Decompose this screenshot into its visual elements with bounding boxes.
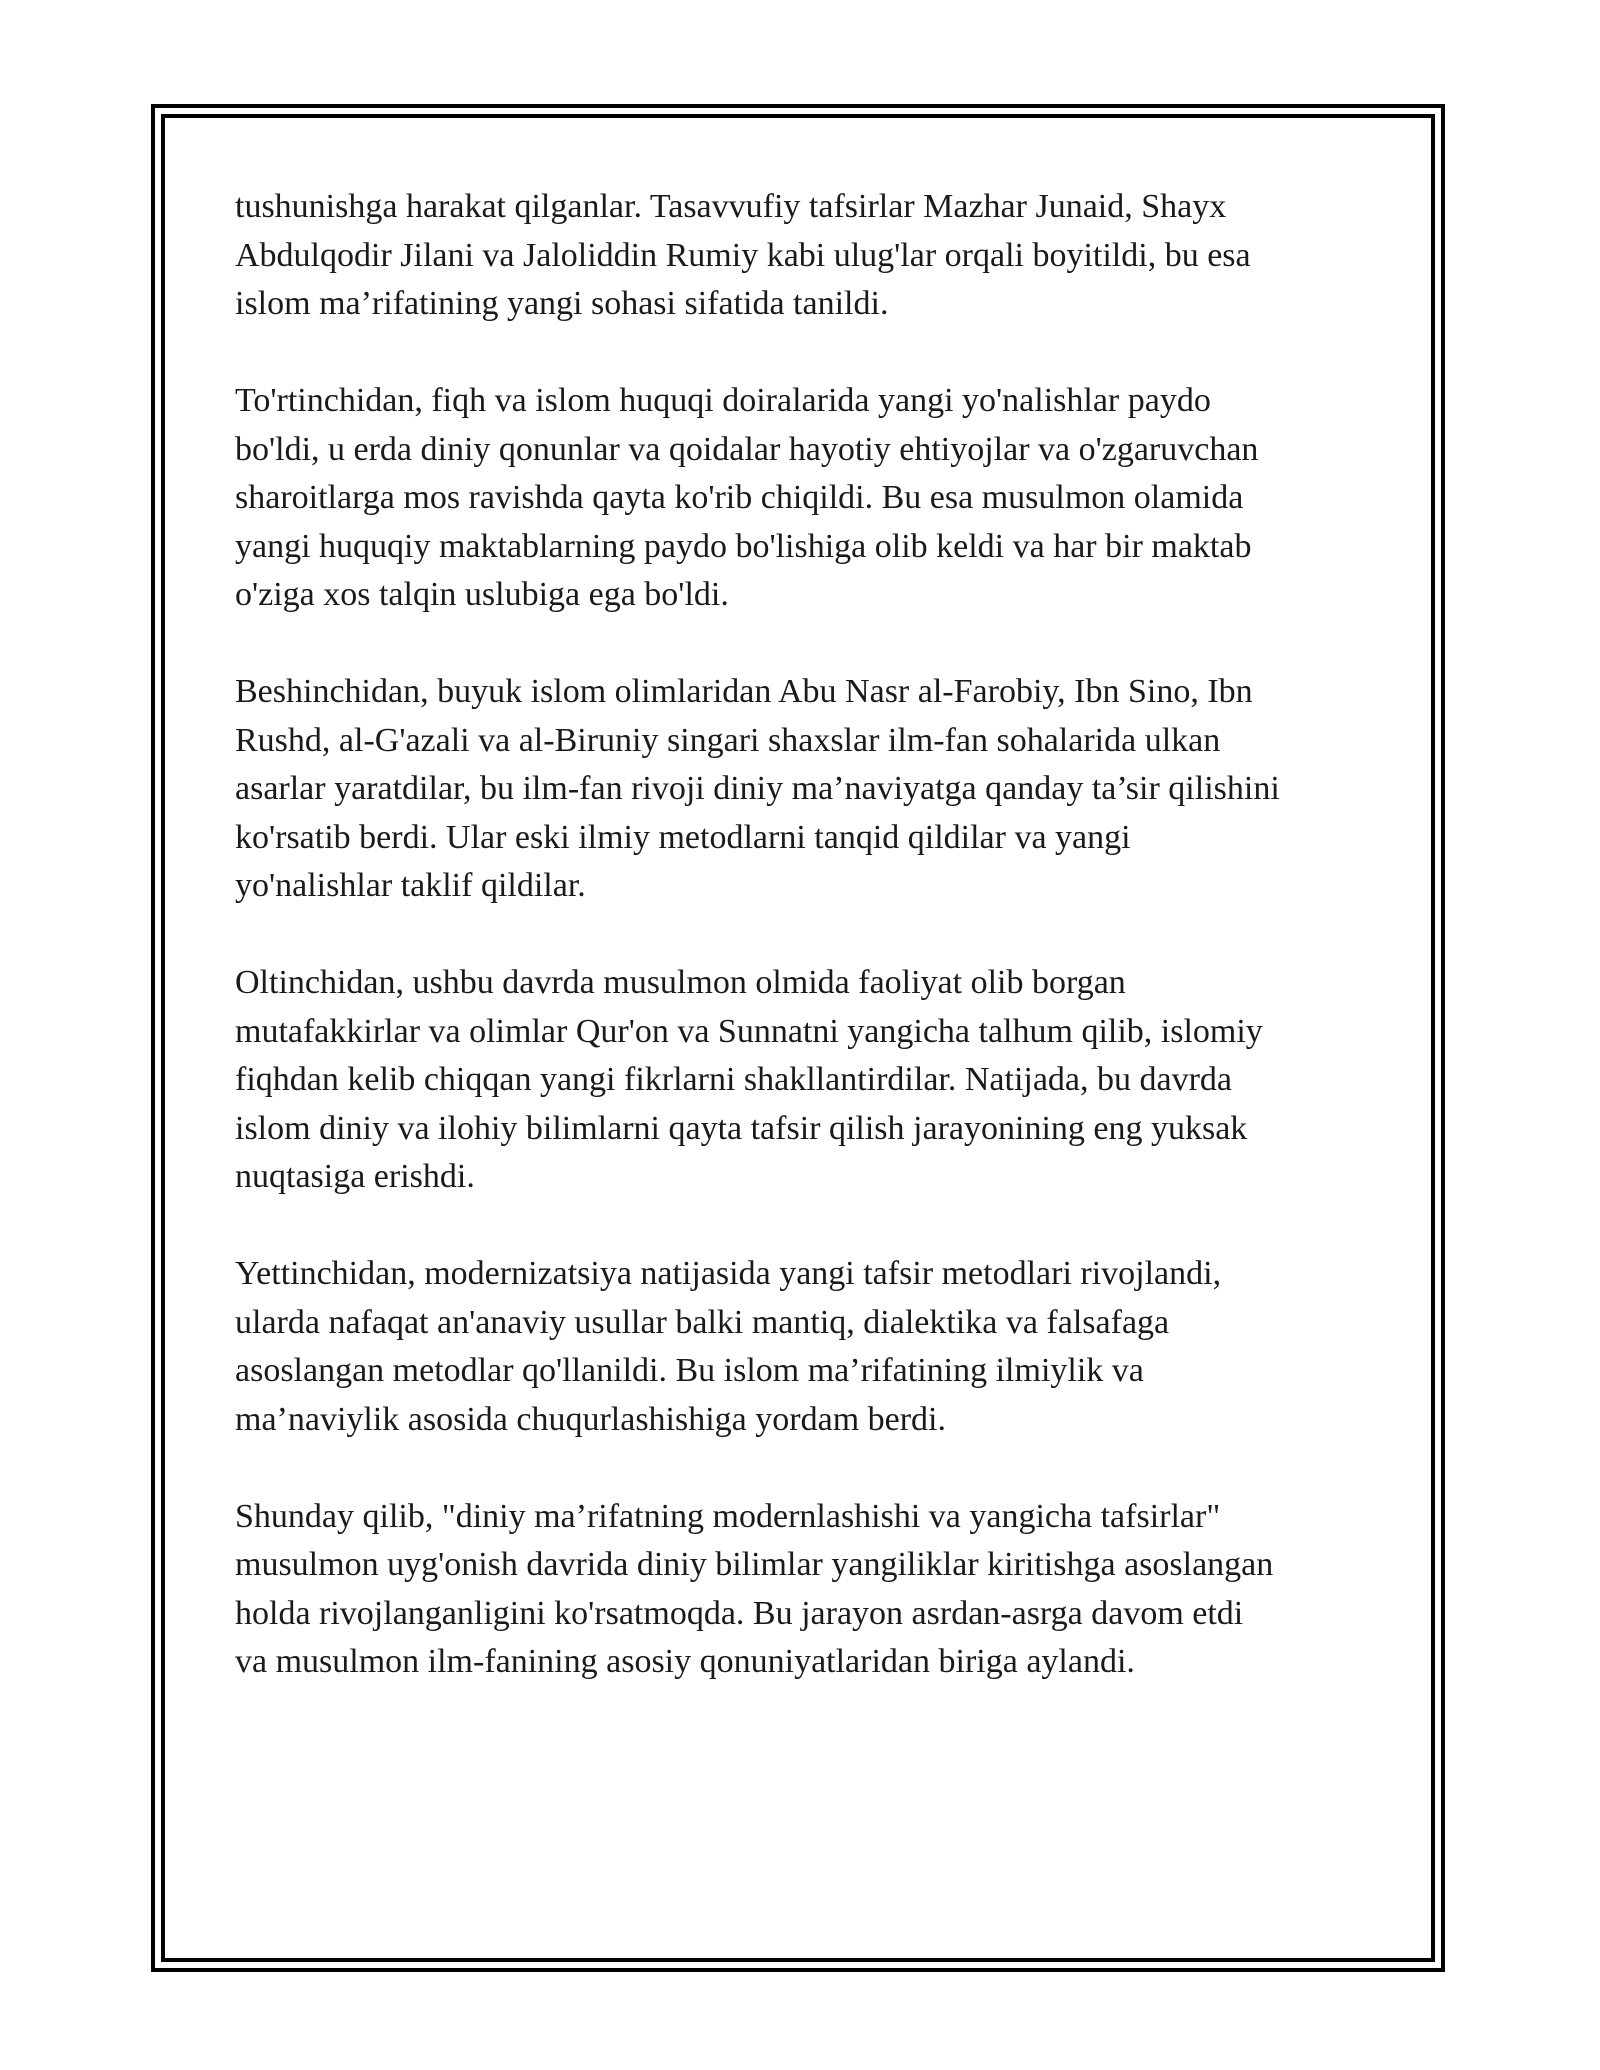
- paragraph: Oltinchidan, ushbu davrda musulmon olmida faoliyat olib borgan mutafakkirlar va olimlar Qur'on va Sunnatni yangicha talhum qilib, islomiy fiqhdan kelib chiqqan yangi fikrlarni shakllantirdilar. Natijada, bu davrda islom diniy va ilohiy bilimlarni qayta tafsir qilish jarayonining eng yuksak nuqtasiga erishdi.: [235, 964, 1263, 1195]
- paragraph: Shunday qilib, "diniy ma’rifatning modernlashishi va yangicha tafsirlar" musulmon uyg'onish davrida diniy bilimlar yangiliklar kiritishga asoslangan holda rivojlanganligini ko'rsatmoqda. Bu jarayon asrdan-asrga davom etdi va musulmon ilm-fanining asosiy qonuniyatlaridan biriga aylandi.: [235, 1497, 1274, 1680]
- paragraph: Beshinchidan, buyuk islom olimlaridan Abu Nasr al-Farobiy, Ibn Sino, Ibn Rushd, al-G'azali va al-Biruniy singari shaxslar ilm-fan sohalarida ulkan asarlar yaratdilar, bu ilm-fan rivoji diniy ma’naviyatga qanday ta’sir qilishini ko'rsatib berdi. Ular eski ilmiy metodlarni tanqid qildilar va yangi yo'nalishlar taklif qildilar.: [235, 673, 1280, 904]
- paragraph: tushunishga harakat qilganlar. Tasavvufiy tafsirlar Mazhar Junaid, Shayx Abdulqodir Jilani va Jaloliddin Rumiy kabi ulug'lar orqali boyitildi, bu esa islom ma’rifatining yangi sohasi sifatida tanildi.: [235, 188, 1251, 322]
- document-body: [235, 183, 1375, 1735]
- paragraph: To'rtinchidan, fiqh va islom huquqi doiralarida yangi yo'nalishlar paydo bo'ldi, u erda diniy qonunlar va qoidalar hayotiy ehtiyojlar va o'zgaruvchan sharoitlarga mos ravishda qayta ko'rib chiqildi. Bu esa musulmon olamida yangi huquqiy maktablarning paydo bo'lishiga olib keldi va har bir maktab o'ziga xos talqin uslubiga ega bo'ldi.: [235, 382, 1259, 613]
- paragraph: Yettinchidan, modernizatsiya natijasida yangi tafsir metodlari rivojlandi, ularda nafaqat an'anaviy usullar balki mantiq, dialektika va falsafaga asoslangan metodlar qo'llanildi. Bu islom ma’rifatining ilmiylik va ma’naviylik asosida chuqurlashishiga yordam berdi.: [235, 1255, 1222, 1438]
